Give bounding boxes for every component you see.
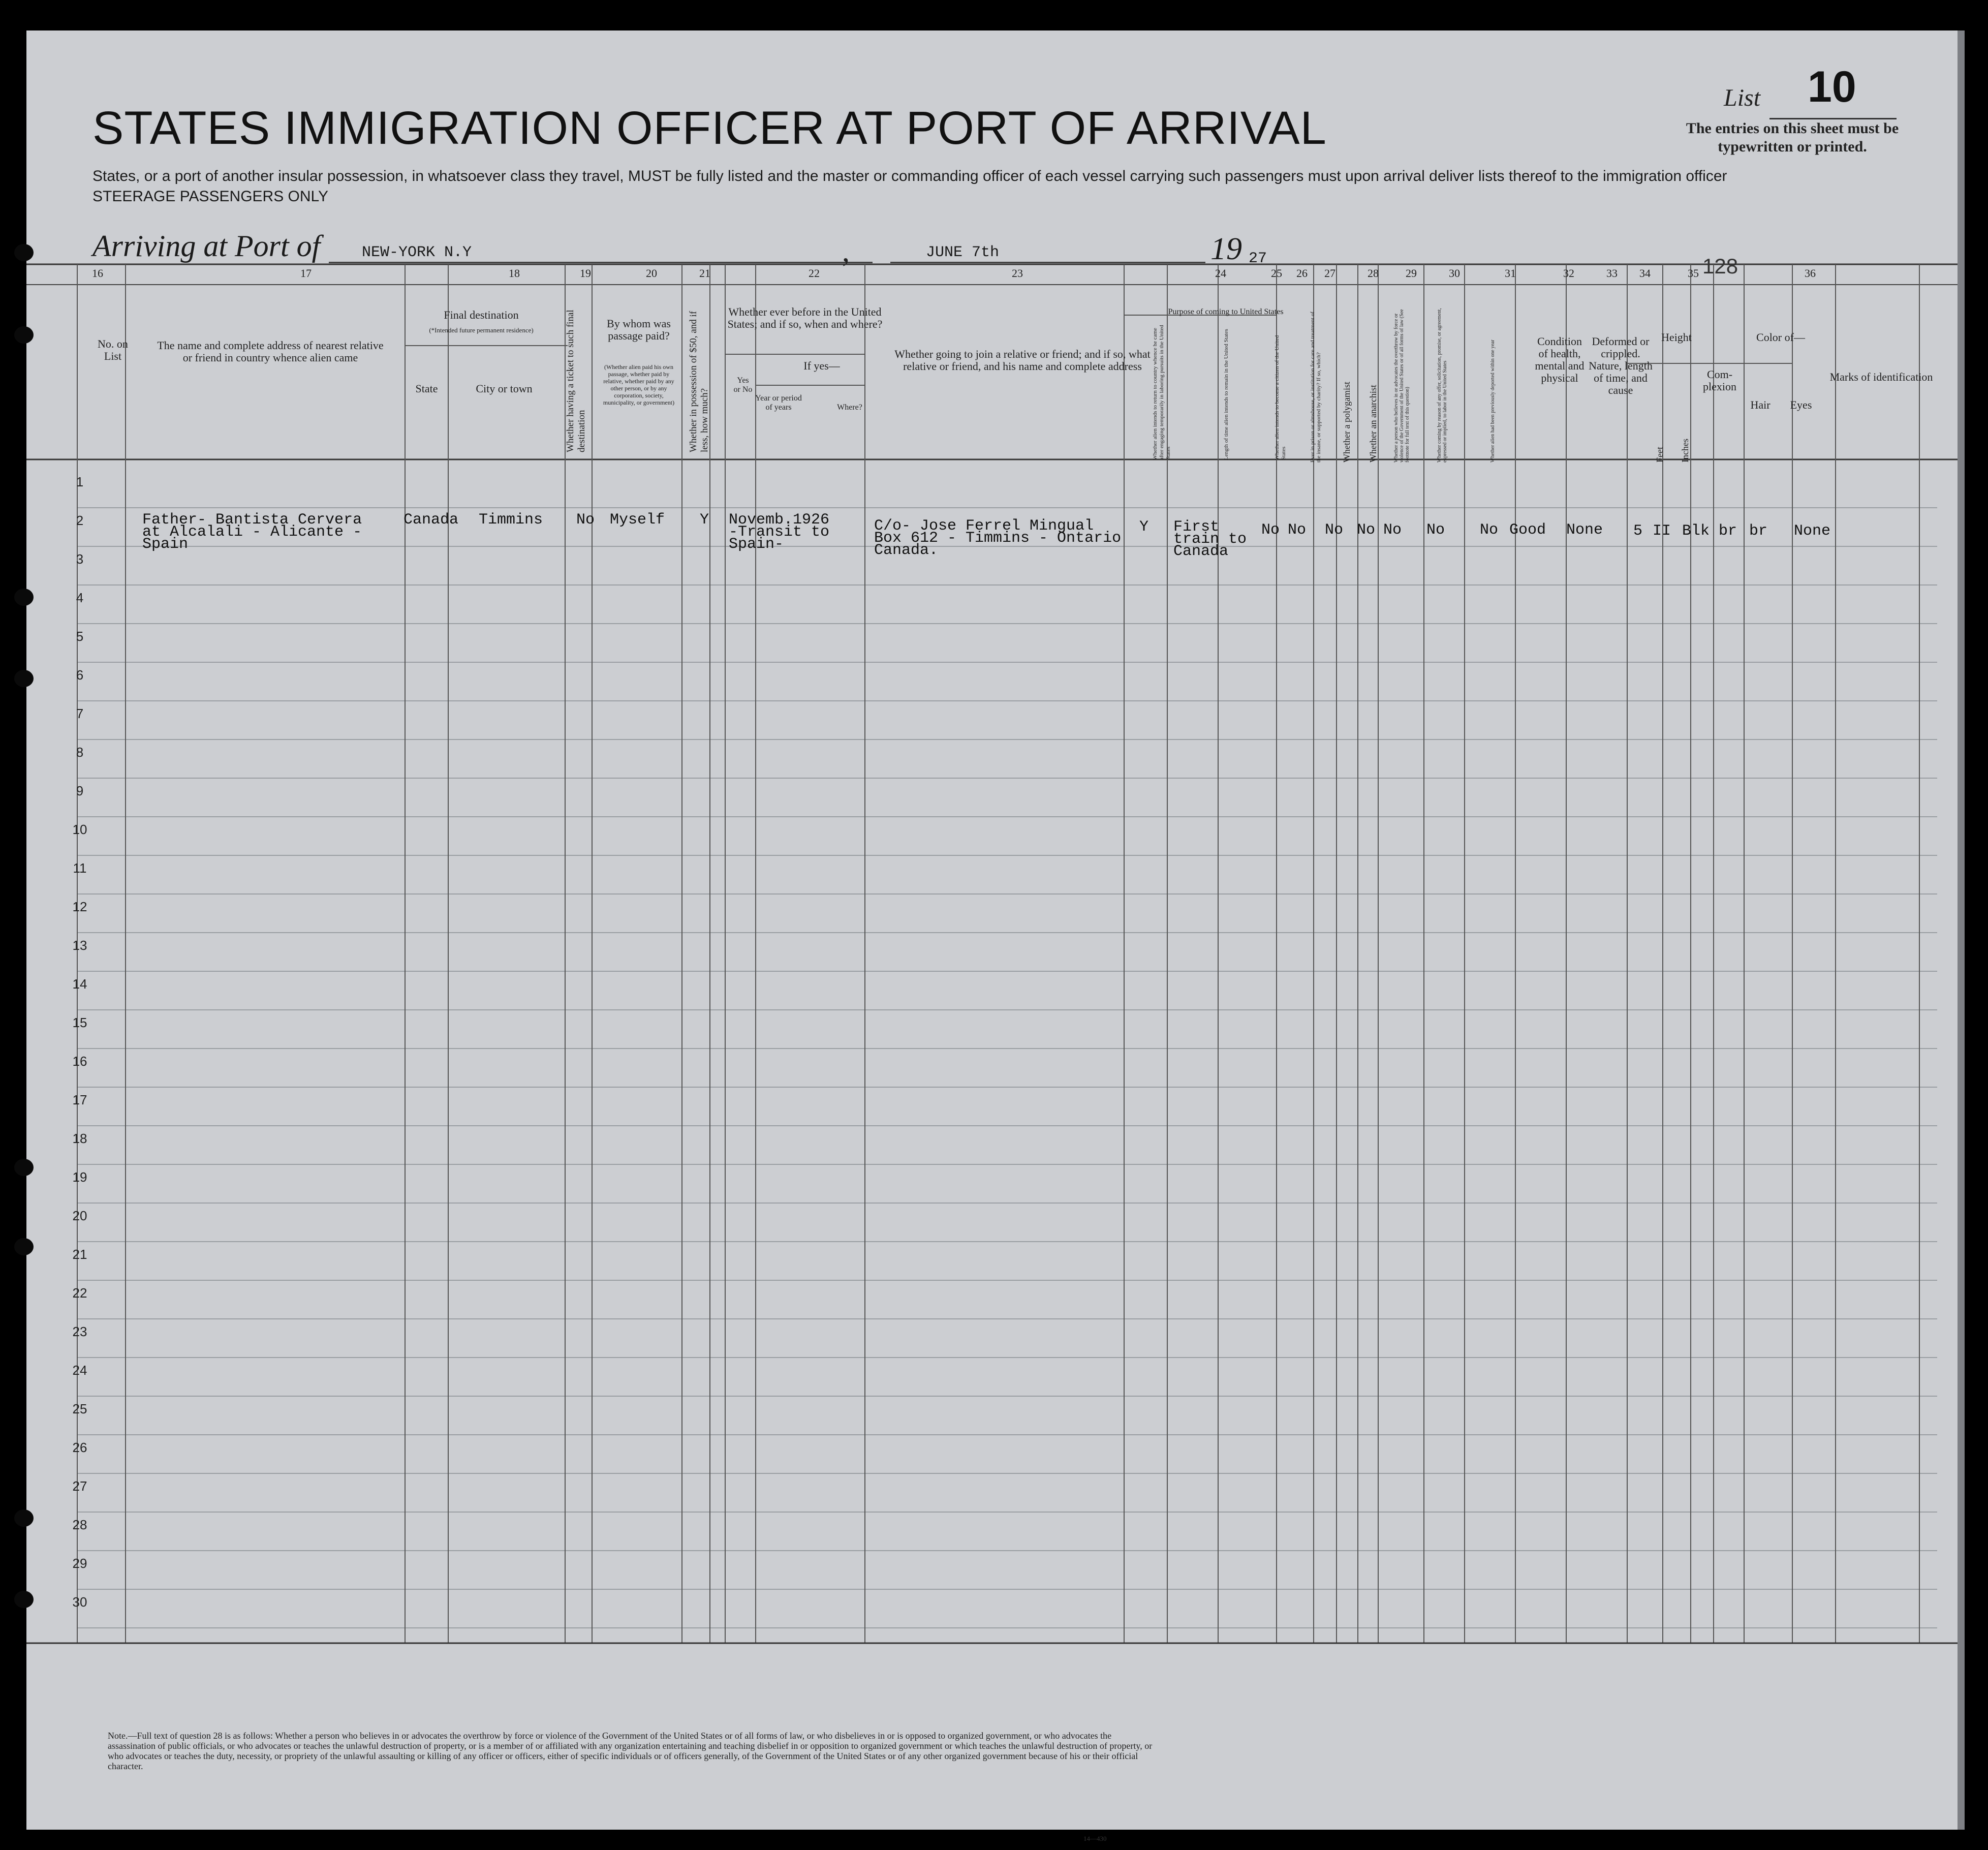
row-number: 10 (72, 822, 87, 837)
header-q29: Whether coming by reason of any offer, solicitation, promise, or agreement, expressed or implied, to labor in the United States (1437, 308, 1448, 462)
form-number: 14—430 (1083, 1835, 1107, 1842)
passenger-class: STEERAGE PASSENGERS ONLY (92, 188, 329, 205)
column-number: 25 (1271, 267, 1282, 280)
row-number: 9 (76, 783, 84, 798)
column-number: 32 (1563, 267, 1574, 280)
row-number: 17 (72, 1092, 87, 1107)
header-purpose: Purpose of coming to United States (1168, 307, 1284, 316)
header-no-on-list: No. on List (98, 337, 128, 362)
header-inches: Inches (1680, 439, 1690, 462)
row-number: 22 (72, 1285, 87, 1301)
header-q30: Whether alien had been previously deported within one year (1490, 340, 1496, 462)
join-line-1: C/o- Jose Ferrel Mingual (874, 517, 1094, 535)
row-number: 8 (76, 745, 84, 760)
column-number: 36 (1805, 267, 1816, 280)
q30-value: No (1480, 521, 1499, 539)
arrival-port: NEW-YORK N.Y (362, 244, 472, 261)
row-number: 26 (72, 1440, 87, 1455)
row-number: 24 (72, 1363, 87, 1378)
year-suffix: 27 (1249, 250, 1267, 267)
page-title: STATES IMMIGRATION OFFICER AT PORT OF ARRIVAL (92, 102, 1327, 154)
feet-value: 5 (1633, 522, 1643, 540)
header-paid-by-note: (Whether alien paid his own passage, whether paid by relative, whether paid by any other person, or by any corporation, society, municipality, or government) (603, 363, 675, 406)
column-number: 34 (1639, 267, 1651, 280)
row-number: 23 (72, 1324, 87, 1339)
row-number: 25 (72, 1401, 87, 1416)
possession-value: Y (700, 511, 709, 529)
header-deformed: Deformed or crippled. Nature, length of time, and cause (1589, 335, 1653, 396)
length-line-1: First (1173, 518, 1220, 536)
header-height: Height (1661, 331, 1692, 344)
header-health: Condition of health, mental and physical (1535, 335, 1585, 384)
column-number: 24 (1215, 267, 1226, 280)
inches-value: II (1653, 522, 1671, 540)
column-number: 28 (1368, 267, 1379, 280)
punch-hole (14, 1591, 34, 1608)
punch-hole (14, 670, 34, 687)
header-color-of: Color of— (1756, 331, 1805, 344)
header-relative-address: The name and complete address of nearest relative or friend in country whence alien came (157, 339, 384, 364)
q28-value: No (1383, 521, 1402, 539)
header-complexion: Com-plexion (1703, 368, 1736, 393)
length-line-3: Canada (1173, 543, 1229, 560)
footnote: Note.—Full text of question 28 is as follows: Whether a person who believes in or advocates the overthrow by force or violence of the Government of the United States or of all forms of law, or who disbelieves in or is opposed to organized government, or who advocates the assassination of public officials, or who advocates or teaches the unlawful destruction of property, or is a member of or affiliated with any organization entertaining and teaching disbelief in or opposition to organized government or which teaches the unlawful destruction of property, or who advocates or teaches the duty, necessity, or propriety of the unlawful assaulting or killing of any officer or officers, either of specific individuals or of officers generally, of the Government of the United States or of any other organized government because of his or their official character. (108, 1731, 1153, 1771)
row-number: 30 (72, 1594, 87, 1610)
dest-state: Canada (403, 511, 459, 529)
row-number: 3 (76, 551, 84, 567)
header-state: State (415, 382, 438, 395)
entries-notice: The entries on this sheet must be typewritten or printed. (1686, 120, 1899, 155)
header-q28: Whether a person who believes in or advocates the overthrow by force or violence of the Government of the United States or of all forms of law (See footnote for full text of this question) (1393, 309, 1410, 462)
complexion-value: Blk (1682, 522, 1710, 540)
health-value: Good (1509, 521, 1546, 539)
deformed-value: None (1566, 521, 1603, 539)
ever-before-line-1: Novemb.1926 (729, 511, 830, 529)
header-purpose-return: Whether alien intends to return to country whence he came after engaging temporarily in laboring pursuits in the United States (1152, 325, 1171, 460)
length-line-2: train to (1173, 531, 1247, 548)
header-ticket: Whether having a ticket to such final destination (565, 310, 587, 452)
header-possession-50: Whether in possession of $50, and if less, how much? (688, 311, 710, 452)
header-eyes: Eyes (1790, 398, 1812, 411)
row-number: 14 (72, 976, 87, 992)
relative-line-1: Father- Bantista Cervera (142, 511, 362, 529)
punch-hole (14, 1159, 34, 1176)
ever-before-line-3: Spain- (729, 536, 784, 553)
row-number: 4 (76, 590, 84, 605)
row-number: 20 (72, 1208, 87, 1223)
header-anarchist: Whether an anarchist (1368, 385, 1378, 462)
column-number: 29 (1406, 267, 1417, 280)
manifest-grid (26, 30, 1958, 1830)
row-number: 19 (72, 1169, 87, 1185)
column-number: 30 (1449, 267, 1460, 280)
header-feet: Feet (1655, 447, 1665, 462)
column-number: 18 (509, 267, 520, 280)
row-number: 1 (76, 474, 84, 489)
row-number: 15 (72, 1015, 87, 1030)
q29-value: No (1426, 521, 1445, 539)
marks-value: None (1794, 522, 1831, 540)
header-city: City or town (476, 382, 533, 395)
header-if-yes: If yes— (803, 359, 840, 372)
punch-hole (14, 326, 34, 344)
row-number: 13 (72, 938, 87, 953)
row-number: 16 (72, 1054, 87, 1069)
column-number: 16 (92, 267, 103, 280)
join-line-3: Canada. (874, 542, 939, 559)
column-number: 21 (699, 267, 710, 280)
page-number: 128 (1702, 254, 1738, 278)
ever-before-line-2: -Transit to (729, 523, 830, 541)
anarchist-value: No (1357, 521, 1376, 539)
row-number: 18 (72, 1131, 87, 1146)
list-number: 10 (1808, 63, 1856, 111)
arrival-date: JUNE 7th (926, 244, 1000, 261)
row-number: 12 (72, 899, 87, 914)
column-number: 27 (1324, 267, 1335, 280)
year-prefix: 19 (1210, 232, 1242, 266)
manifest-sheet (26, 30, 1965, 1842)
row-number: 21 (72, 1247, 87, 1262)
header-marks: Marks of identification (1829, 371, 1933, 383)
column-number: 23 (1012, 267, 1023, 280)
relative-line-2: at Alcalali - Alicante - (142, 523, 362, 541)
column-number: 19 (580, 267, 591, 280)
list-label: List (1724, 84, 1761, 111)
header-polygamist: Whether a polygamist (1342, 382, 1352, 462)
header-where: Where? (837, 403, 862, 412)
column-number: 17 (300, 267, 312, 280)
header-prison: Ever in prison or almshouse, or institution for care and treatment of the insane, or supported by charity? If so, which? (1310, 312, 1322, 462)
eyes-value: br (1749, 522, 1768, 540)
hair-value: br (1719, 522, 1737, 540)
comma: , (842, 234, 850, 268)
row-number: 7 (76, 706, 84, 721)
header-join-relative: Whether going to join a relative or friend; and if so, what relative or friend, and his name and complete address (894, 348, 1151, 373)
column-number: 35 (1688, 267, 1699, 280)
punch-hole (14, 1509, 34, 1527)
ticket-value: No (576, 511, 595, 529)
paid-by-value: Myself (610, 511, 665, 529)
column-number: 26 (1296, 267, 1308, 280)
instructions-line: States, or a port of another insular possession, in whatsoever class they travel, MUST be fully listed and the master or commanding officer of each vessel carrying such passengers must upon arrival deliver lists thereof to the immigration officer (92, 168, 1727, 184)
column-number: 20 (646, 267, 657, 280)
dest-city: Timmins (479, 511, 543, 529)
header-paid-by: By whom was passage paid? (607, 317, 671, 342)
header-year-period: Year or period of years (755, 394, 802, 412)
relative-line-3: Spain (142, 536, 189, 553)
row-number: 27 (72, 1478, 87, 1494)
header-purpose-length: Length of time alien intends to remain in the United States (1223, 329, 1229, 460)
row-number: 11 (73, 860, 87, 876)
column-number: 33 (1606, 267, 1618, 280)
header-final-destination-note: (*Intended future permanent residence) (429, 326, 534, 334)
column-number: 31 (1505, 267, 1516, 280)
header-yes-or-no: Yes or No (733, 376, 753, 394)
row-number: 6 (76, 667, 84, 683)
row-number: 28 (72, 1517, 87, 1532)
header-final-destination: Final destination (444, 309, 519, 321)
polygamist-value: No (1325, 521, 1344, 539)
row-number: 2 (76, 513, 84, 528)
prison-value: No (1288, 521, 1307, 539)
column-number: 22 (809, 267, 820, 280)
row-number: 29 (72, 1556, 87, 1571)
header-ever-before: Whether ever before in the United States; and if so, when and where? (727, 305, 883, 330)
join-line-2: Box 612 - Timmins - Ontario (874, 530, 1122, 547)
punch-hole (14, 244, 34, 261)
purpose-return-value: Y (1139, 518, 1149, 536)
citizen-value: No (1261, 521, 1280, 539)
arriving-label: Arriving at Port of (92, 229, 321, 263)
punch-hole (14, 589, 34, 606)
row-number: 5 (76, 629, 84, 644)
punch-hole (14, 1238, 34, 1255)
header-hair: Hair (1750, 398, 1770, 411)
header-purpose-citizen: Whether alien intends to become a citizen of the United States (1274, 335, 1287, 460)
